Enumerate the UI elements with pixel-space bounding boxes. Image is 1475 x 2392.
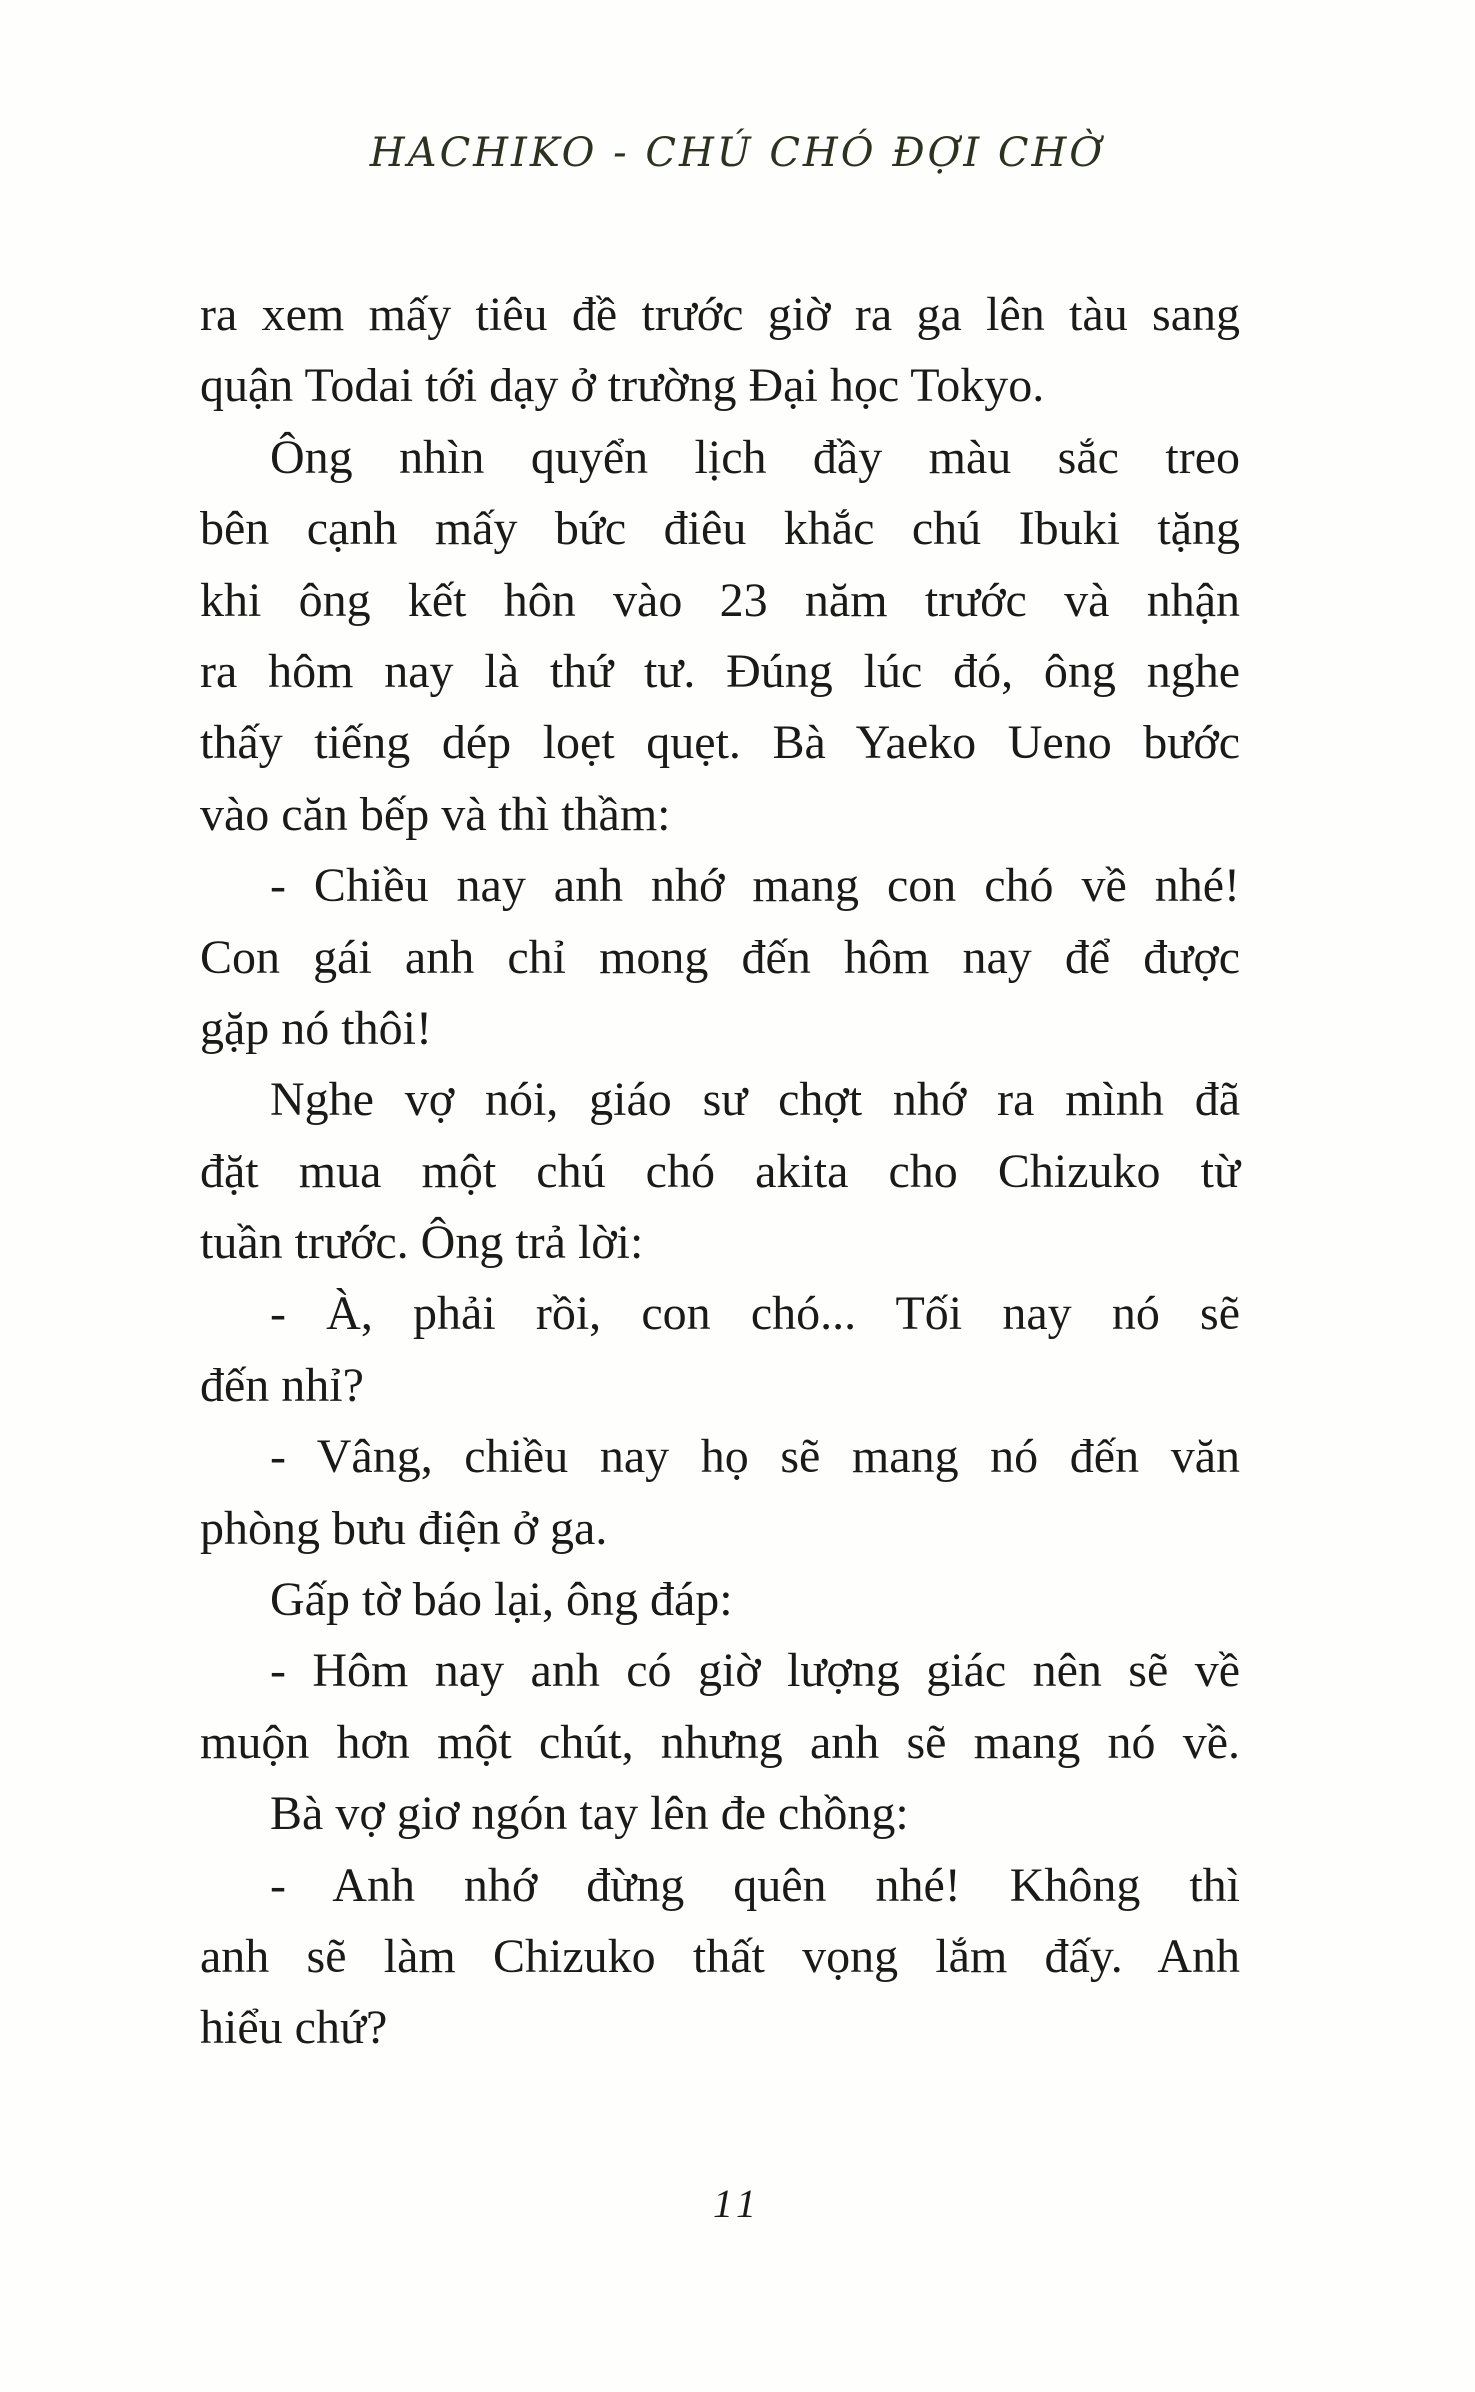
text-line: - Anh nhớ đừng quên nhé! Không thì <box>270 1858 1240 1912</box>
text-line: anh sẽ làm Chizuko thất vọng lắm đấy. Anh <box>200 1929 1240 1983</box>
text-line: - Hôm nay anh có giờ lượng giác nên sẽ về <box>270 1644 1240 1698</box>
running-header: HACHIKO - CHÚ CHÓ ĐỢI CHỜ <box>369 130 1106 176</box>
text-line: - Chiều nay anh nhớ mang con chó về nhé! <box>270 859 1240 913</box>
page-number: 11 <box>712 2181 763 2226</box>
body-text <box>200 279 1240 2064</box>
text-line: quận Todai tới dạy ở trường Đại học Tokyo. <box>200 359 1045 413</box>
text-line: muộn hơn một chút, nhưng anh sẽ mang nó về. <box>200 1715 1240 1769</box>
text-line: đến nhỉ? <box>200 1358 364 1412</box>
text-line: vào căn bếp và thì thầm: <box>200 787 671 841</box>
text-line: Ông nhìn quyển lịch đầy màu sắc treo <box>270 430 1240 484</box>
text-line: khi ông kết hôn vào 23 năm trước và nhận <box>200 573 1240 627</box>
text-line: Bà vợ giơ ngón tay lên đe chồng: <box>270 1787 909 1841</box>
text-line: - Vâng, chiều nay họ sẽ mang nó đến văn <box>270 1430 1240 1484</box>
text-line: hiểu chứ? <box>200 2001 388 2055</box>
text-line: phòng bưu điện ở ga. <box>200 1501 608 1555</box>
text-line: - À, phải rồi, con chó... Tối nay nó sẽ <box>270 1287 1240 1341</box>
text-line: ra xem mấy tiêu đề trước giờ ra ga lên tàu sang <box>200 288 1240 341</box>
text-line: Con gái anh chỉ mong đến hôm nay để được <box>200 930 1240 984</box>
text-line: Gấp tờ báo lại, ông đáp: <box>270 1573 733 1627</box>
text-line: đặt mua một chú chó akita cho Chizuko từ <box>200 1144 1240 1198</box>
text-line: tuần trước. Ông trả lời: <box>200 1216 644 1270</box>
text-line: Nghe vợ nói, giáo sư chợt nhớ ra mình đã <box>270 1073 1240 1127</box>
text-line: bên cạnh mấy bức điêu khắc chú Ibuki tặng <box>200 502 1240 556</box>
text-line: thấy tiếng dép loẹt quẹt. Bà Yaeko Ueno bước <box>200 716 1240 770</box>
text-line: ra hôm nay là thứ tư. Đúng lúc đó, ông nghe <box>200 644 1240 698</box>
text-line: gặp nó thôi! <box>200 1001 432 1055</box>
